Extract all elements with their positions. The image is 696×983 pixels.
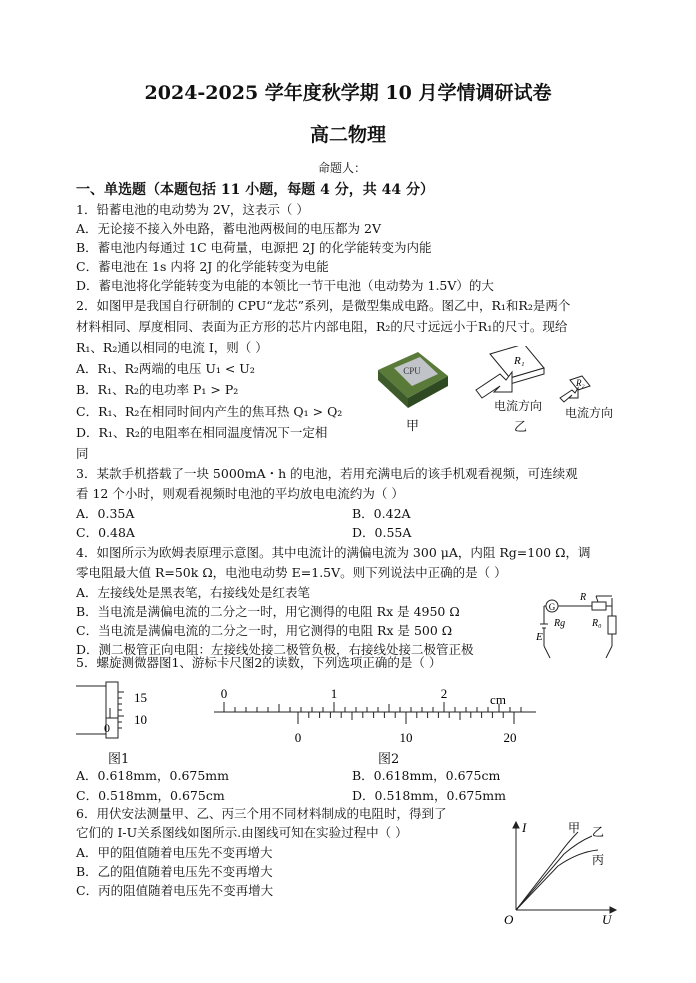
q4-option-a: A．左接线处是黑表笔，右接线处是红表笔 [76,585,311,600]
micrometer-mark-10: 10 [134,712,147,727]
r2-chip-diagram [560,376,590,402]
q3-option-b: B．0.42A [352,506,411,521]
u-axis-label: U [602,912,612,926]
curve-jia [516,832,578,910]
micrometer-mark-0: 0 [104,721,110,735]
svg-text:CPU: CPU [403,366,421,376]
q6-option-c: C．丙的阻值随着电压先不变再增大 [76,883,274,898]
q4-stem-line1: 4．如图所示为欧姆表原理示意图。其中电流计的满偏电流为 300 μA，内阻 Rg=100 Ω，调 [76,545,591,560]
main-scale-2: 2 [440,686,448,701]
emf-label: E [536,631,543,643]
vernier-scale-10: 10 [399,730,413,745]
micrometer-figure [76,678,172,750]
r2-label: R₂ [576,378,585,388]
vernier-scale-0: 0 [294,730,302,745]
q2-option-a: A．R₁、R₂两端的电压 U₁ < U₂ [76,361,255,376]
micrometer-mark-15: 15 [134,690,147,705]
main-scale-1: 1 [330,686,338,701]
curve-jia-label: 甲 [568,821,581,835]
q5-option-c: C．0.518mm，0.675cm [76,788,225,803]
cpu-chip-image [378,352,448,408]
q3-option-d: D．0.55A [352,525,412,540]
q5-option-b: B．0.618mm，0.675cm [352,768,501,783]
ohmmeter-circuit [536,588,626,666]
q3-option-a: A．0.35A [76,506,135,521]
q5-stem: 5．螺旋测微器图1、游标卡尺图2的读数，下列选项正确的是（ ） [76,655,442,670]
iu-graph [502,816,622,926]
fig-yi-label: 乙 [514,420,528,435]
q6-option-a: A．甲的阻值随着电压先不变再增大 [76,845,273,860]
q2-stem-line1: 2．如图甲是我国自行研制的 CPU“龙芯”系列，是微型集成电路。图乙中，R₁和R₂是两个 [76,298,571,313]
curve-bing-label: 丙 [592,853,605,867]
curve-bing [516,850,598,910]
q5-option-a: A．0.618mm，0.675mm [76,768,230,783]
subject-title: 高二物理 [309,124,386,146]
r-label: R [580,592,587,603]
q4-option-b: B．当电流是满偏电流的二分之一时，用它测得的电阻 Rx 是 4950 Ω [76,604,460,619]
q6-stem-line2: 它们的 I-U关系图线如图所示.由图线可知在实验过程中（ ） [76,825,408,840]
q1-stem: 1．铅蓄电池的电动势为 2V，这表示（ ） [76,202,309,217]
main-scale-0: 0 [220,686,228,701]
section-heading: 一、单选题（本题包括 11 小题，每题 4 分，共 44 分） [76,182,434,198]
q1-option-b: B．蓄电池内每通过 1C 电荷量，电源把 2J 的化学能转变为内能 [76,240,432,255]
r0-label: R₀ [592,618,602,629]
q4-option-d: D．测二极管正向电阻：左接线处接二极管负极，右接线处接二极管正极 [76,642,474,657]
q2-stem-line3: R₁、R₂通以相同的电流 I，则（ ） [76,340,268,355]
origin-label: O [504,912,514,926]
q2-option-c: C．R₁、R₂在相同时间内产生的焦耳热 Q₁ > Q₂ [76,404,343,419]
rg-label: Rg [554,618,566,629]
fig1-label: 图1 [108,752,130,767]
q5-option-d: D．0.518mm，0.675mm [352,788,507,803]
q6-option-b: B．乙的阻值随着电压先不变再增大 [76,864,273,879]
r1-chip-diagram [476,346,544,398]
q2-option-d-cont: 同 [76,446,89,461]
galvanometer-label: G [548,602,556,612]
main-scale-unit: cm [490,692,506,707]
q4-option-c: C．当电流是满偏电流的二分之一时，用它测得的电阻 Rx 是 500 Ω [76,623,453,638]
curve-yi-label: 乙 [592,825,605,839]
author-label: 命题人： [318,161,367,175]
q2-option-d: D．R₁、R₂的电阻率在相同温度情况下一定相 [76,425,328,440]
q4-stem-line2: 零电阻最大值 R=50k Ω，电池电动势 E=1.5V。则下列说法中正确的是（ ） [76,565,507,580]
fig-jia-label: 甲 [406,419,420,434]
q3-stem-line2: 看 12 个小时，则观看视频时电池的平均放电电流约为（ ） [76,486,404,501]
fig2-label: 图2 [378,752,400,767]
exam-title: 2024-2025 学年度秋学期 10 月学情调研试卷 [144,82,552,104]
current-direction-label-2: 电流方向 [565,406,614,420]
vernier-scale-20: 20 [503,730,517,745]
q1-option-d: D．蓄电池将化学能转变为电能的本领比一节干电池（电动势为 1.5V）的大 [76,278,494,293]
i-axis-label: I [522,820,527,835]
r1-label: R₁ [514,355,525,367]
q3-stem-line1: 3．某款手机搭载了一块 5000mA・h 的电池，若用充满电后的该手机观看视频，可连续观 [76,466,578,481]
q6-stem-line1: 6．用伏安法测量甲、乙、丙三个用不同材料制成的电阻时，得到了 [76,806,447,821]
q2-option-b: B．R₁、R₂的电功率 P₁ > P₂ [76,382,239,397]
q1-option-a: A．无论接不接入外电路，蓄电池两极间的电压都为 2V [76,221,381,236]
q3-option-c: C．0.48A [76,525,135,540]
current-direction-label-1: 电流方向 [494,399,543,413]
curve-yi [516,836,592,910]
q1-option-c: C．蓄电池在 1s 内将 2J 的化学能转变为电能 [76,259,329,274]
q2-stem-line2: 材料相同、厚度相同、表面为正方形的芯片内部电阻，R₂的尺寸远远小于R₁的尺寸。现给 [76,319,568,334]
vernier-caliper-figure [214,684,540,750]
